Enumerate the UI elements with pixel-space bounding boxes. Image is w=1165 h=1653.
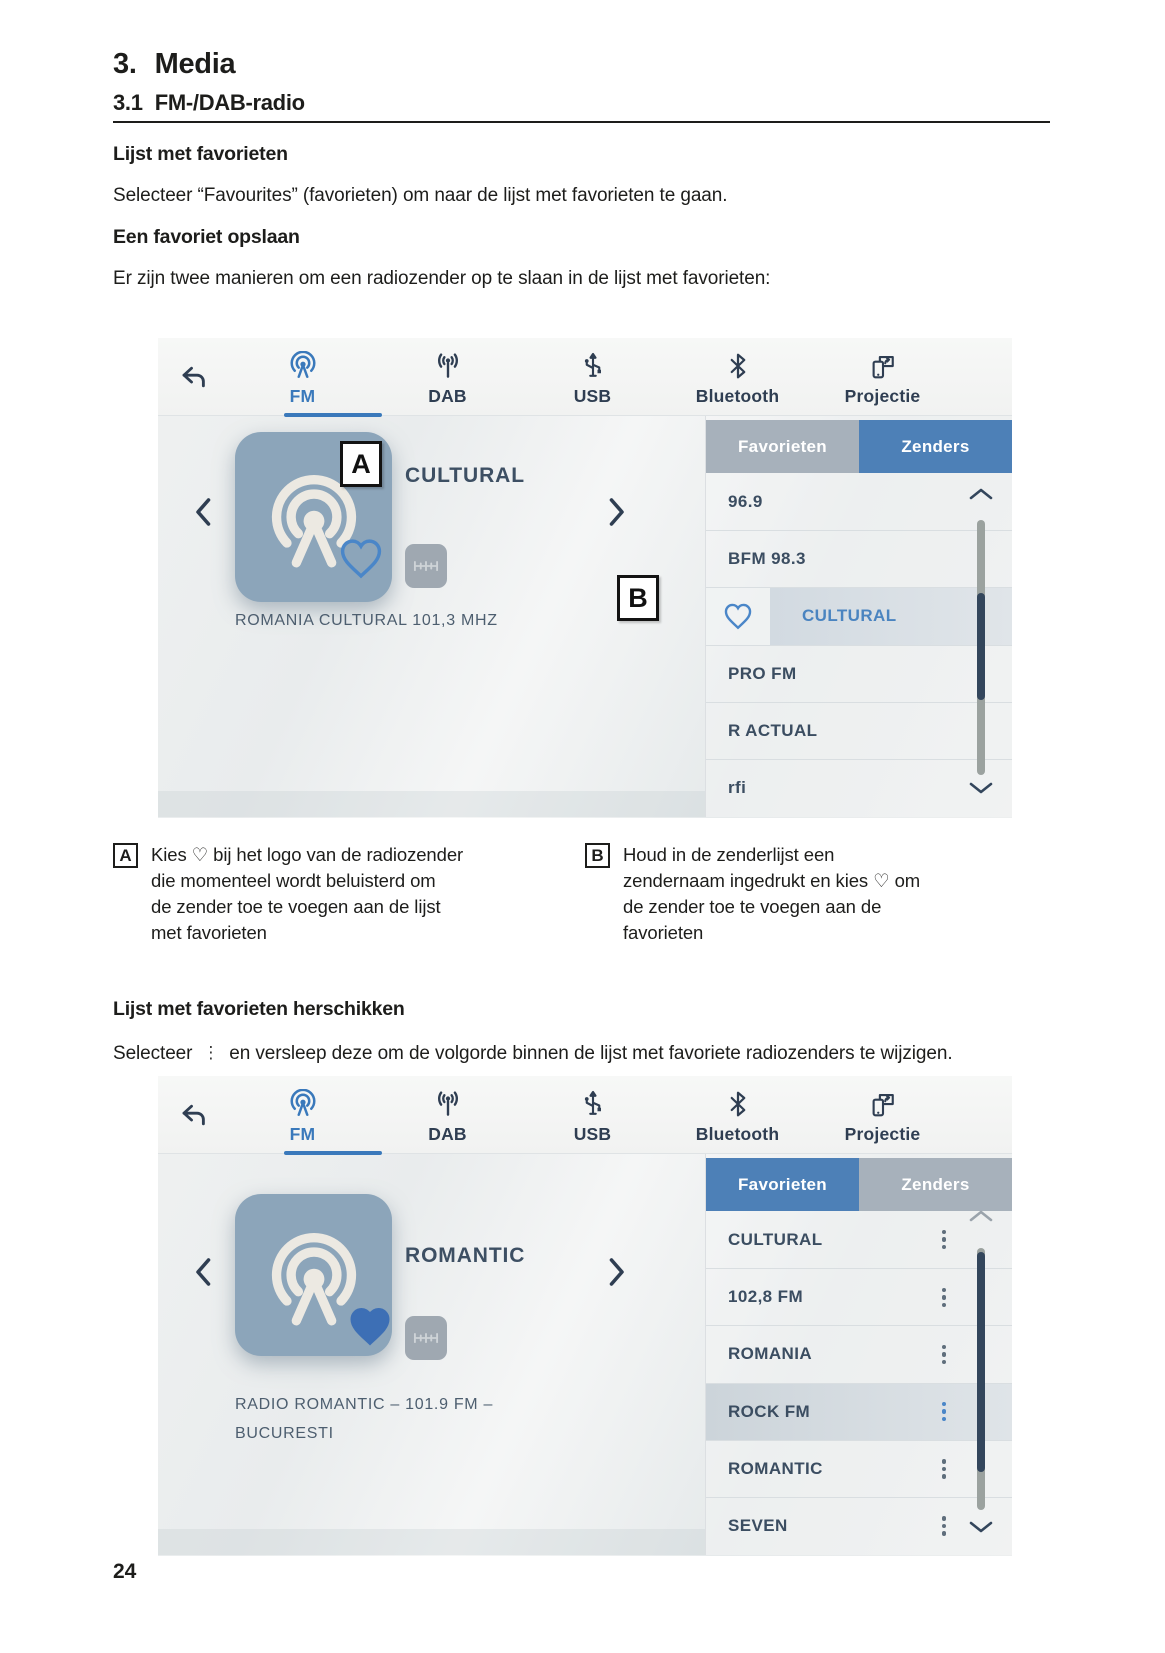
list-item[interactable]	[706, 1325, 1012, 1382]
list-item-label: ROMANTIC	[728, 1458, 823, 1478]
drag-handle-icon: ⋮	[202, 1043, 220, 1062]
section-heading	[113, 48, 235, 81]
list-item-label: ROMANIA	[728, 1344, 813, 1364]
list-item[interactable]: 96.9	[728, 491, 763, 511]
callout-b-box: B	[585, 843, 610, 868]
tab-usb[interactable]	[520, 1076, 665, 1153]
callout-a-line: Kies ♡ bij het logo van de radiozender	[151, 844, 464, 865]
radio-screenshot-favorites	[158, 1076, 1012, 1556]
projection-icon	[868, 351, 898, 381]
tab-label: USB	[573, 1123, 612, 1144]
tab-usb[interactable]	[520, 338, 665, 415]
now-playing-pane	[158, 416, 705, 817]
drag-handle-icon[interactable]	[942, 1459, 947, 1479]
dab-icon	[433, 1089, 463, 1119]
projection-icon	[868, 1089, 898, 1119]
next-station-chevron[interactable]	[598, 494, 634, 530]
favorite-heart-icon	[721, 599, 755, 633]
heading-rule	[113, 121, 1050, 123]
frequency-scale-icon	[412, 1324, 440, 1352]
list-tabs	[706, 420, 1012, 473]
list-item[interactable]: BFM 98.3	[706, 530, 1012, 587]
station-list	[706, 473, 1012, 817]
radio-screenshot-stations	[158, 338, 1012, 818]
tab-zenders[interactable]: Zenders	[859, 420, 1012, 473]
para-reorder	[113, 1038, 1013, 1068]
previous-station-chevron[interactable]	[186, 494, 222, 530]
tab-dab[interactable]	[375, 338, 520, 415]
station-name: CULTURAL	[405, 464, 525, 487]
list-item-label: ROCK FM	[728, 1401, 811, 1421]
scroll-down-chevron[interactable]	[967, 1517, 995, 1537]
station-list-pane	[705, 416, 1012, 817]
callout-a-line: die momenteel wordt beluisterd om	[151, 870, 436, 891]
back-button[interactable]	[158, 1076, 230, 1153]
usb-icon	[578, 351, 608, 381]
subsection-title: FM-/DAB-radio	[154, 90, 305, 115]
drag-handle-icon[interactable]	[942, 1230, 947, 1250]
scroll-down-chevron[interactable]	[967, 778, 995, 798]
favorite-heart-icon-filled[interactable]	[344, 1300, 396, 1352]
source-tabs	[230, 338, 955, 415]
callout-b-text	[623, 842, 1023, 946]
tab-label: DAB	[428, 1123, 467, 1144]
drag-handle-icon[interactable]	[942, 1345, 947, 1365]
tab-label: FM	[289, 1123, 316, 1144]
station-info-line: RADIO ROMANTIC – 101.9 FM –	[235, 1396, 494, 1413]
source-tabs	[230, 1076, 955, 1153]
scrollbar-track[interactable]	[977, 1248, 985, 1510]
scrollbar-track[interactable]	[977, 520, 985, 775]
now-playing-pane	[158, 1154, 705, 1555]
list-item[interactable]	[706, 1440, 1012, 1497]
callout-a-text	[151, 842, 591, 946]
tab-fm[interactable]	[230, 338, 375, 415]
tab-bluetooth[interactable]	[665, 338, 810, 415]
tab-bluetooth[interactable]	[665, 1076, 810, 1153]
fm-icon	[288, 351, 318, 381]
tab-zenders[interactable]: Zenders	[859, 1158, 1012, 1211]
callout-b-line: zendernaam ingedrukt en kies ♡ om	[623, 870, 921, 891]
bluetooth-icon	[723, 1089, 753, 1119]
manual-tune-button[interactable]	[405, 1316, 447, 1360]
dab-icon	[433, 351, 463, 381]
favorites-list-pane	[705, 1154, 1012, 1555]
callout-b-line: Houd in de zenderlijst een	[623, 844, 835, 865]
station-info-line: BUCURESTI	[235, 1425, 334, 1442]
para-save-favorite: Er zijn twee manieren om een radiozender op te slaan in de lijst met favorieten:	[113, 268, 771, 289]
manual-tune-button[interactable]	[405, 544, 447, 588]
callout-a-line: de zender toe te voegen aan de lijst	[151, 896, 441, 917]
list-item-favorited[interactable]	[706, 587, 1012, 644]
tab-label: USB	[573, 385, 612, 406]
scrollbar-thumb[interactable]	[977, 1252, 985, 1472]
scrollbar-thumb[interactable]	[977, 593, 985, 700]
tab-label: Projectie	[844, 1123, 921, 1144]
station-name: ROMANTIC	[405, 1244, 526, 1267]
back-button[interactable]	[158, 338, 230, 415]
page-number: 24	[113, 1560, 137, 1583]
scroll-up-chevron[interactable]	[967, 484, 995, 504]
list-item[interactable]: PRO FM	[706, 645, 1012, 702]
back-icon	[179, 1100, 209, 1130]
para-reorder-pre: Selecteer	[113, 1043, 193, 1064]
tab-projection[interactable]	[810, 1076, 955, 1153]
station-info	[235, 1390, 493, 1448]
list-item[interactable]: R ACTUAL	[706, 702, 1012, 759]
list-tabs	[706, 1158, 1012, 1211]
para-reorder-post: en versleep deze om de volgorde binnen de lijst met favoriete radiozenders te wijzigen.	[229, 1043, 953, 1064]
heading-save-favorite: Een favoriet opslaan	[113, 226, 300, 248]
favorites-list	[706, 1211, 1012, 1555]
tab-label: DAB	[428, 385, 467, 406]
back-icon	[179, 362, 209, 392]
tab-label: Bluetooth	[695, 385, 780, 406]
callout-b-line: de zender toe te voegen aan de	[623, 896, 882, 917]
frequency-scale-icon	[412, 552, 440, 580]
drag-handle-icon[interactable]	[942, 1402, 947, 1422]
callout-b-line: favorieten	[623, 922, 704, 943]
tab-dab[interactable]	[375, 1076, 520, 1153]
callout-badge-a: A	[340, 441, 382, 487]
subsection-heading	[113, 90, 305, 116]
scroll-up-chevron[interactable]	[967, 1206, 995, 1226]
previous-station-chevron[interactable]	[186, 1254, 222, 1290]
callout-a-box: A	[113, 843, 138, 868]
list-item-selected[interactable]	[706, 1383, 1012, 1440]
list-item-label: CULTURAL	[770, 588, 1012, 644]
tab-fm[interactable]	[230, 1076, 375, 1153]
subsection-number: 3.1	[113, 90, 143, 115]
list-item-label: 102,8 FM	[728, 1287, 804, 1307]
list-item[interactable]	[706, 1268, 1012, 1325]
favorite-heart-icon[interactable]	[335, 532, 387, 584]
radio-topbar	[158, 1076, 1012, 1154]
tab-projection[interactable]	[810, 338, 955, 415]
drag-handle-icon[interactable]	[942, 1516, 947, 1536]
fm-icon	[288, 1089, 318, 1119]
callout-a-line: met favorieten	[151, 922, 267, 943]
drag-handle-icon[interactable]	[942, 1288, 947, 1308]
heart-cell[interactable]	[706, 588, 770, 644]
tab-label: Bluetooth	[695, 1123, 780, 1144]
heading-favorites: Lijst met favorieten	[113, 143, 288, 165]
section-title: Media	[154, 48, 236, 80]
list-item[interactable]: rfi	[706, 759, 1012, 816]
tab-favorieten[interactable]: Favorieten	[706, 1158, 859, 1211]
tab-label: FM	[289, 385, 316, 406]
tab-label: Projectie	[844, 385, 921, 406]
section-number: 3.	[113, 48, 137, 80]
next-station-chevron[interactable]	[598, 1254, 634, 1290]
bluetooth-icon	[723, 351, 753, 381]
usb-icon	[578, 1089, 608, 1119]
list-item-label: SEVEN	[728, 1516, 788, 1536]
list-item-label: CULTURAL	[728, 1229, 823, 1249]
callout-badge-b: B	[617, 575, 659, 621]
heading-reorder: Lijst met favorieten herschikken	[113, 998, 405, 1020]
para-favorites: Selecteer “Favourites” (favorieten) om naar de lijst met favorieten te gaan.	[113, 185, 728, 206]
station-info: ROMANIA CULTURAL 101,3 MHZ	[235, 612, 498, 629]
tab-favorieten[interactable]: Favorieten	[706, 420, 859, 473]
radio-topbar	[158, 338, 1012, 416]
